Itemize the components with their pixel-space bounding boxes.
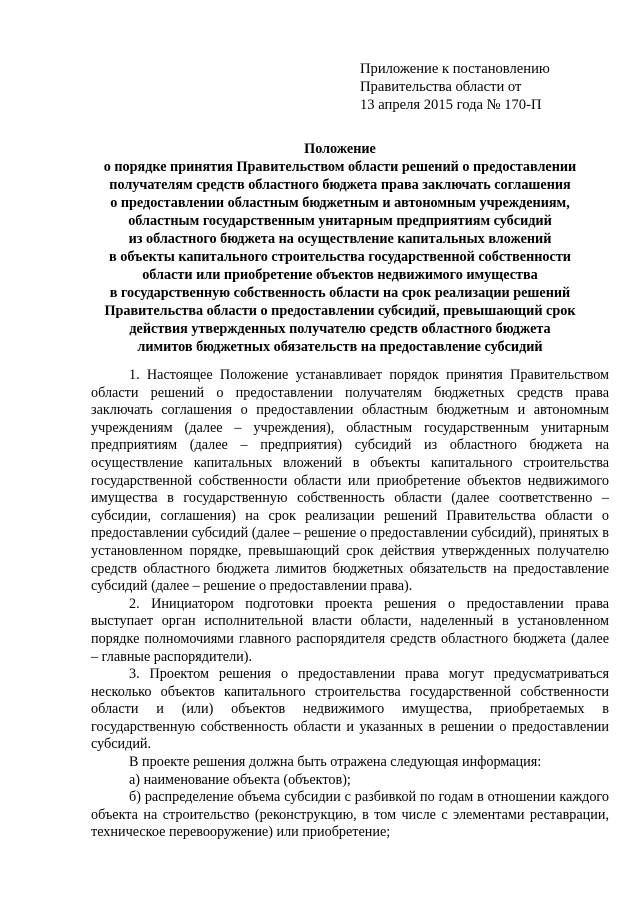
document-title (80, 140, 600, 356)
paragraph-3: 3. Проектом решения о предоставлении права могут предусматриваться несколько объектов капитального строительства государственной собственности области и (или) объектов недвижимого имущества, приобретаемых в государственную собственность области и указанных в решении о предоставлении субсидий. (91, 666, 609, 753)
paragraph-2: 2. Инициатором подготовки проекта решения о предоставлении права выступает орган исполнительной власти области, наделенный в установленном порядке полномочиями главного распорядителя средств областного бюджета (далее – главные распорядители). (91, 595, 609, 665)
header-line-1: Приложение к постановлению (360, 61, 550, 77)
title-line: лимитов бюджетных обязательств на предоставление субсидий (137, 339, 543, 355)
title-line: Правительства области о предоставлении субсидий, превышающий срок (104, 303, 576, 319)
title-line: получателям средств областного бюджета права заключать соглашения (109, 177, 571, 193)
title-line: действия утвержденных получателю средств областного бюджета (129, 321, 551, 337)
header-line-3: 13 апреля 2015 года № 170-П (360, 97, 542, 113)
list-item-a: а) наименование объекта (объектов); (129, 771, 351, 788)
paragraph-1: 1. Настоящее Положение устанавливает порядок принятия Правительством области решений о предоставлении получателям бюджетных средств права заключать соглашения о предоставлении областным бюджетным и автономным учреждениям (далее – учреждения), областным государственным унитарным предприятиям (далее – предприятия) субсидий из областного бюджета на осуществление капитальных вложений в объекты капитального строительства государственной собственности области или приобретение объектов недвижимого имущества в государственную собственность области (далее соответственно – субсидии, соглашения) на срок реализации решений Правительства области о предоставлении субсидий (далее – решение о предоставлении субсидий), принятых в установленном порядке, превышающий срок действия утвержденных получателю средств областного бюджета лимитов бюджетных обязательств на предоставление субсидий (далее – решение о предоставлении права). (91, 367, 609, 595)
document-body (91, 367, 609, 842)
title-line: о порядке принятия Правительством области решений о предоставлении (103, 159, 577, 175)
appendix-header (360, 60, 620, 114)
title-line: из областного бюджета на осуществление капитальных вложений (128, 231, 552, 247)
title-line: в государственную собственность области на срок реализации решений (109, 285, 571, 301)
title-line: Положение (304, 141, 376, 157)
header-line-2: Правительства области от (360, 79, 522, 95)
title-line: о предоставлении областным бюджетным и автономным учреждениям, (110, 195, 570, 211)
paragraph-info-intro: В проекте решения должна быть отражена следующая информация: (129, 754, 542, 771)
title-line: области или приобретение объектов недвижимого имущества (142, 267, 538, 283)
title-line: в объекты капитального строительства государственной собственности (109, 249, 571, 265)
list-item-b: б) распределение объема субсидии с разбивкой по годам в отношении каждого объекта на строительство (реконструкцию, в том числе с элементами реставрации, техническое перевооружение) или приобретение; (91, 789, 609, 841)
title-line: областным государственным унитарным предприятиям субсидий (128, 213, 552, 229)
